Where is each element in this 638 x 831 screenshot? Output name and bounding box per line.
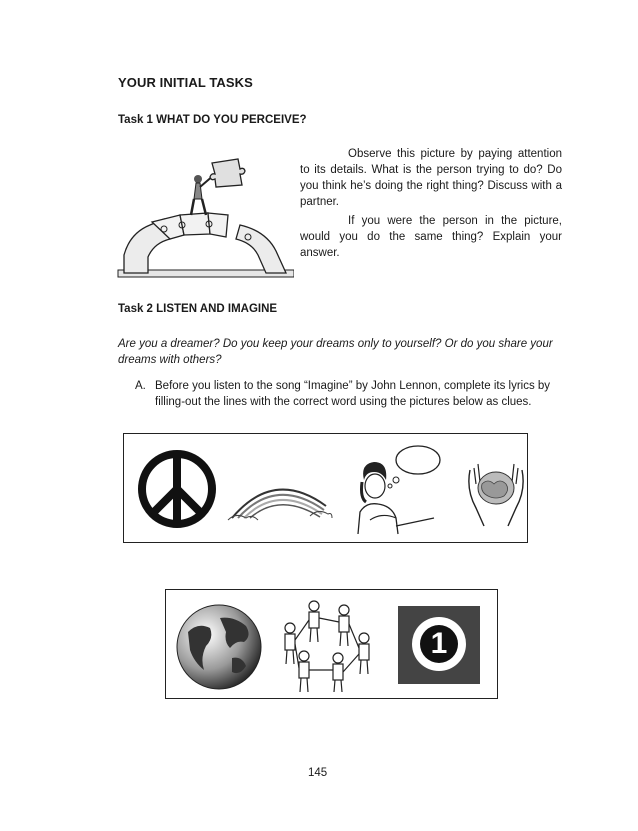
item-a-text: Before you listen to the song “Imagine” by John Lennon, complete its lyrics by filling-out the lines with the correct word using the pictures below as clues. (155, 380, 551, 408)
number-one-label: 1 (420, 625, 458, 663)
children-holding-hands-icon (274, 598, 378, 694)
peace-icon (136, 448, 218, 530)
cupped-hands-icon (464, 450, 528, 530)
item-a-marker: A. (135, 380, 146, 392)
puzzle-bridge-illustration (116, 155, 294, 280)
clue-box-1 (123, 433, 528, 543)
task2-intro: Are you a dreamer? Do you keep your dreams only to yourself? Or do you share your dreams with others? (118, 338, 553, 366)
task2-heading: Task 2 LISTEN AND IMAGINE (118, 303, 278, 315)
task1-paragraph1: Observe this picture by paying attention to its details. What is the person trying to do? Do you think he’s doing the right thing? Discuss with a partner. (300, 148, 562, 208)
dreaming-girl-icon (352, 442, 442, 536)
globe-icon (174, 602, 264, 692)
rainbow-icon (226, 472, 334, 524)
task1-paragraph2: If you were the person in the picture, would you do the same thing? Explain your answer. (300, 215, 562, 259)
clue-box-2 (165, 589, 498, 699)
section-title: YOUR INITIAL TASKS (118, 75, 253, 90)
page-number: 145 (308, 767, 328, 779)
number-one-icon (398, 606, 480, 684)
task1-heading: Task 1 WHAT DO YOU PERCEIVE? (118, 114, 307, 126)
